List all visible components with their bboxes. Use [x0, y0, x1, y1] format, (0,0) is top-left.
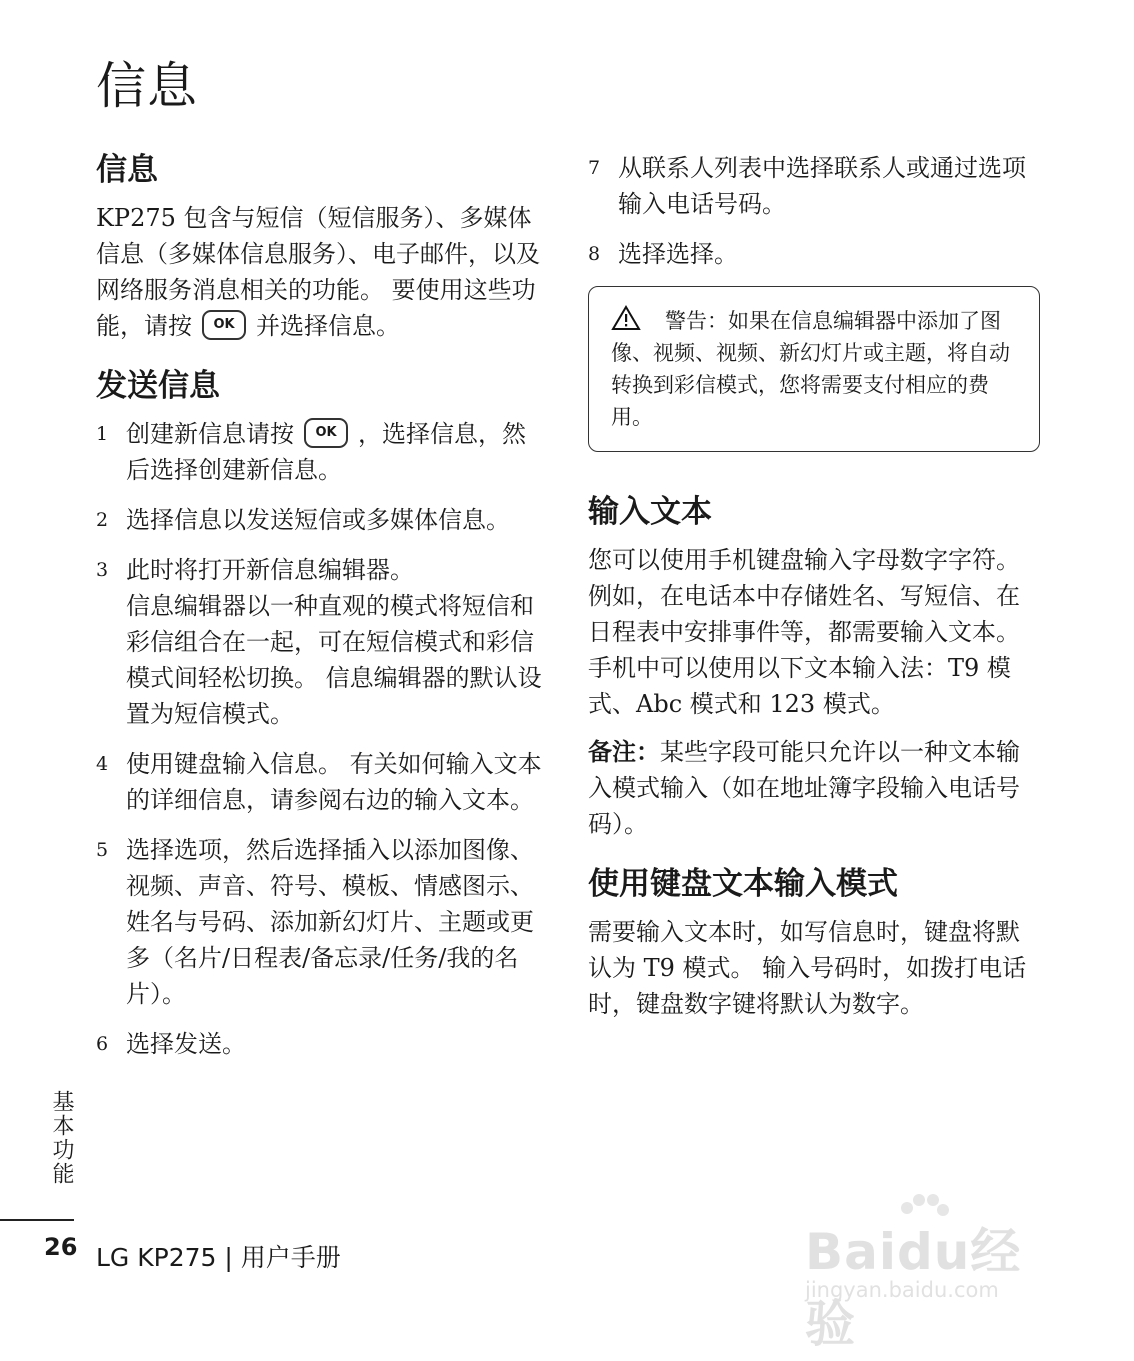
keypad-mode-section — [588, 864, 1040, 1022]
step-text: 从联系人列表中选择联系人或通过选项输入电话号码。 — [618, 154, 1026, 218]
step-number: 7 — [588, 157, 601, 179]
keypad-mode-heading: 使用键盘文本输入模式 — [588, 866, 898, 902]
send-section — [96, 366, 548, 1062]
step-number: 2 — [96, 509, 109, 531]
step-number: 5 — [96, 839, 109, 861]
step-4 — [96, 746, 548, 818]
right-column — [588, 150, 1040, 1044]
intro-section — [96, 150, 548, 344]
left-column — [96, 150, 548, 1084]
step-1-text: 创建新信息请按 — [126, 420, 294, 448]
ok-key-icon: OK — [304, 418, 348, 448]
keypad-mode-paragraph: 需要输入文本时，如写信息时，键盘将默认为 T9 模式。 输入号码时，如拨打电话时，键盘数字键将默认为数字。 — [588, 918, 1027, 1018]
step-2 — [96, 502, 548, 538]
input-text-heading: 输入文本 — [588, 494, 712, 530]
side-tab: 基本功能 — [49, 1090, 74, 1186]
step-text: 选择选择。 — [618, 240, 738, 268]
page-title: 信息 — [96, 57, 198, 115]
page-number: 26 — [44, 1233, 78, 1261]
step-text — [126, 552, 548, 732]
warning-text: 警告：如果在信息编辑器中添加了图像、视频、视频、新幻灯片或主题，将自动转换到彩信模式，您将需要支付相应的费用。 — [611, 309, 1010, 429]
send-steps-continued — [588, 150, 1040, 272]
step-3-detail: 信息编辑器以一种直观的模式将短信和彩信组合在一起，可在短信模式和彩信模式间轻松切换。 信息编辑器的默认设置为短信模式。 — [126, 592, 542, 728]
step-text: 选择选项，然后选择插入以添加图像、视频、声音、符号、模板、情感图示、姓名与号码、添加新幻灯片、主题或更多（名片/日程表/备忘录/任务/我的名片）。 — [126, 836, 534, 1008]
baidu-watermark — [805, 1192, 1070, 1353]
step-1 — [96, 416, 548, 488]
step-8 — [588, 236, 1040, 272]
step-3-text: 此时将打开新信息编辑器。 — [126, 556, 414, 584]
note-text: 某些字段可能只允许以一种文本输入模式输入（如在地址簿字段输入电话号码）。 — [588, 738, 1020, 838]
intro-text-end: 并选择信息。 — [256, 312, 400, 340]
input-text-section — [588, 492, 1040, 842]
note-label: 备注： — [588, 738, 660, 766]
watermark-url: jingyan.baidu.com — [805, 1278, 999, 1302]
step-number: 1 — [96, 423, 109, 445]
note-paragraph — [588, 734, 1040, 842]
ok-key-icon: OK — [202, 310, 246, 340]
warning-icon — [611, 305, 641, 331]
step-text: 选择信息以发送短信或多媒体信息。 — [126, 506, 510, 534]
step-number: 8 — [588, 243, 601, 265]
step-5 — [96, 832, 548, 1012]
intro-text: KP275 包含与短信（短信服务）、多媒体信息（多媒体信息服务）、电子邮件，以及网络服务消息相关的功能。 要使用这些功能，请按 — [96, 204, 540, 340]
intro-heading: 信息 — [96, 152, 158, 188]
step-6 — [96, 1026, 548, 1062]
step-1-text-end: ，选择信息，然后选择创建新信息。 — [126, 420, 526, 484]
send-steps — [96, 416, 548, 1062]
step-7 — [588, 150, 1040, 222]
step-number: 4 — [96, 753, 109, 775]
watermark-brand: Baidu经验 — [805, 1223, 1022, 1353]
input-text-paragraph: 您可以使用手机键盘输入字母数字字符。 例如，在电话本中存储姓名、写短信、在日程表中安排事件等，都需要输入文本。 手机中可以使用以下文本输入法：T9 模式、Abc 模式和 123 模式。 — [588, 546, 1020, 718]
footer-divider — [0, 1219, 74, 1221]
intro-paragraph — [96, 200, 548, 344]
footer-title: LG KP275 | 用户手册 — [96, 1243, 341, 1272]
step-number: 6 — [96, 1033, 109, 1055]
send-heading: 发送信息 — [96, 368, 220, 404]
step-3 — [96, 552, 548, 732]
step-text: 使用键盘输入信息。 有关如何输入文本的详细信息，请参阅右边的输入文本。 — [126, 750, 542, 814]
warning-box — [588, 286, 1040, 452]
step-text — [126, 416, 548, 488]
step-number: 3 — [96, 559, 109, 581]
step-text: 选择发送。 — [126, 1030, 246, 1058]
